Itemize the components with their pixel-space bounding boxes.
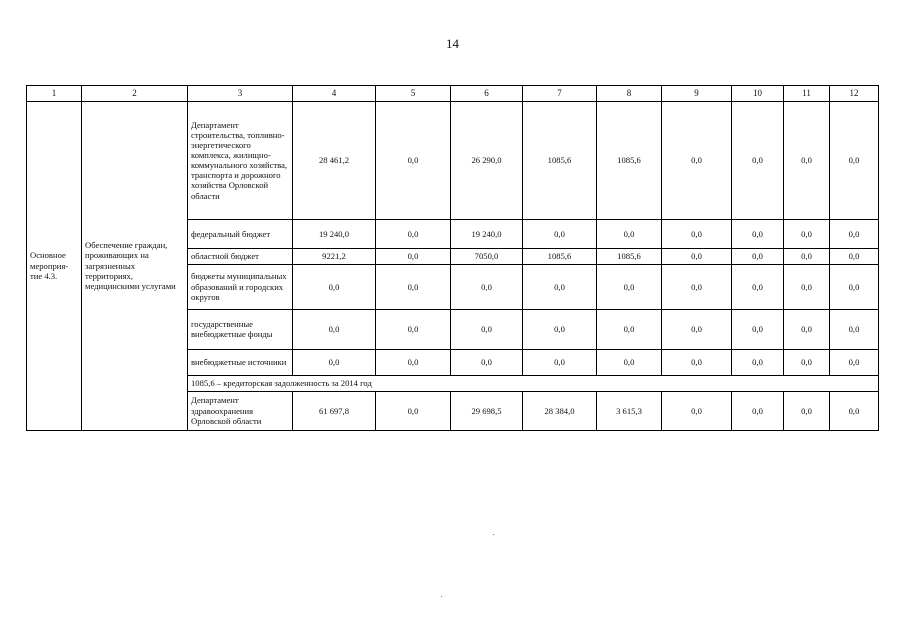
value-cell: 28 384,0	[523, 391, 597, 430]
value-cell: 0,0	[784, 309, 830, 349]
value-cell: 0,0	[523, 264, 597, 309]
value-cell: 0,0	[830, 219, 879, 248]
value-cell: 0,0	[376, 309, 451, 349]
scan-speck	[493, 534, 494, 535]
value-cell: 0,0	[784, 391, 830, 430]
value-cell: 1085,6	[523, 101, 597, 219]
value-cell: 0,0	[732, 264, 784, 309]
activity-code-cell: Основное мероприя-тие 4.3.	[27, 101, 82, 430]
header-cell: 7	[523, 86, 597, 102]
value-cell: 0,0	[597, 349, 662, 375]
value-cell: 0,0	[523, 349, 597, 375]
value-cell: 7050,0	[451, 248, 523, 264]
value-cell: 0,0	[830, 391, 879, 430]
value-cell: 0,0	[830, 349, 879, 375]
value-cell: 0,0	[784, 248, 830, 264]
activity-name-cell: Обеспечение граждан, проживающих на загрязненных территориях, медицинскими услугами	[82, 101, 188, 430]
header-cell: 10	[732, 86, 784, 102]
value-cell: 0,0	[451, 309, 523, 349]
value-cell: 0,0	[784, 264, 830, 309]
value-cell: 0,0	[376, 349, 451, 375]
header-cell: 2	[82, 86, 188, 102]
value-cell: 0,0	[662, 101, 732, 219]
value-cell: 0,0	[830, 248, 879, 264]
header-cell: 1	[27, 86, 82, 102]
funding-source-cell: Департамент здравоохранения Орловской области	[188, 391, 293, 430]
header-cell: 11	[784, 86, 830, 102]
value-cell: 0,0	[523, 219, 597, 248]
debt-note-cell: 1085,6 – кредиторская задолженность за 2014 год	[188, 375, 879, 391]
value-cell: 0,0	[293, 349, 376, 375]
value-cell: 0,0	[376, 264, 451, 309]
funding-source-cell: государственные внебюджетные фонды	[188, 309, 293, 349]
header-cell: 12	[830, 86, 879, 102]
value-cell: 0,0	[662, 219, 732, 248]
value-cell: 0,0	[732, 349, 784, 375]
value-cell: 61 697,8	[293, 391, 376, 430]
value-cell: 0,0	[662, 349, 732, 375]
funding-source-cell: областной бюджет	[188, 248, 293, 264]
value-cell: 3 615,3	[597, 391, 662, 430]
value-cell: 0,0	[732, 391, 784, 430]
value-cell: 0,0	[293, 309, 376, 349]
header-cell: 6	[451, 86, 523, 102]
value-cell: 0,0	[784, 219, 830, 248]
value-cell: 0,0	[597, 219, 662, 248]
value-cell: 0,0	[376, 219, 451, 248]
funding-source-cell: бюджеты муниципальных образований и городских округов	[188, 264, 293, 309]
scan-speck	[441, 596, 442, 597]
value-cell: 19 240,0	[293, 219, 376, 248]
funding-source-cell: внебюджетные источники	[188, 349, 293, 375]
value-cell: 28 461,2	[293, 101, 376, 219]
value-cell: 0,0	[830, 264, 879, 309]
header-cell: 9	[662, 86, 732, 102]
page-number: 14	[446, 36, 459, 51]
value-cell: 0,0	[451, 349, 523, 375]
value-cell: 1085,6	[597, 101, 662, 219]
funding-source-cell: Департамент строительства, топливно-энергетического комплекса, жилищно-коммунального хозяйства, транспорта и дорожного хозяйства Орловской области	[188, 101, 293, 219]
value-cell: 0,0	[732, 101, 784, 219]
value-cell: 0,0	[376, 101, 451, 219]
header-cell: 8	[597, 86, 662, 102]
header-cell: 4	[293, 86, 376, 102]
value-cell: 0,0	[732, 248, 784, 264]
value-cell: 0,0	[662, 248, 732, 264]
value-cell: 9221,2	[293, 248, 376, 264]
value-cell: 0,0	[597, 309, 662, 349]
value-cell: 0,0	[293, 264, 376, 309]
value-cell: 19 240,0	[451, 219, 523, 248]
value-cell: 0,0	[597, 264, 662, 309]
value-cell: 0,0	[784, 101, 830, 219]
value-cell: 0,0	[451, 264, 523, 309]
header-cell: 3	[188, 86, 293, 102]
value-cell: 1085,6	[523, 248, 597, 264]
header-cell: 5	[376, 86, 451, 102]
value-cell: 0,0	[830, 101, 879, 219]
value-cell: 0,0	[523, 309, 597, 349]
value-cell: 0,0	[784, 349, 830, 375]
table-row	[27, 101, 879, 219]
value-cell: 0,0	[732, 309, 784, 349]
value-cell: 0,0	[662, 309, 732, 349]
value-cell: 0,0	[376, 248, 451, 264]
table-header-row	[27, 86, 879, 102]
value-cell: 1085,6	[597, 248, 662, 264]
value-cell: 0,0	[662, 391, 732, 430]
value-cell: 29 698,5	[451, 391, 523, 430]
value-cell: 0,0	[732, 219, 784, 248]
value-cell: 26 290,0	[451, 101, 523, 219]
funding-source-cell: федеральный бюджет	[188, 219, 293, 248]
value-cell: 0,0	[662, 264, 732, 309]
value-cell: 0,0	[830, 309, 879, 349]
budget-table	[26, 85, 879, 431]
value-cell: 0,0	[376, 391, 451, 430]
